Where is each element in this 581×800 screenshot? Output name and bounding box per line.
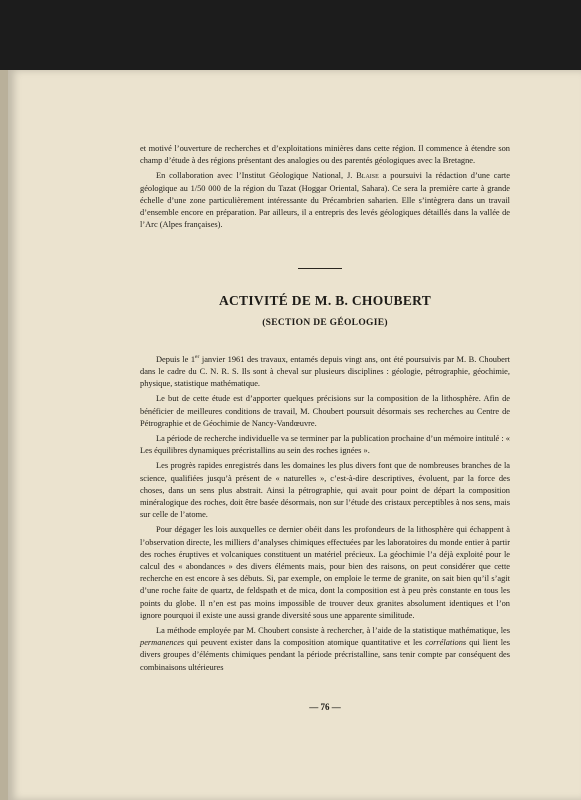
body-paragraph-3: La période de recherche individuelle va se terminer par la publication prochaine d’un mémoire intitulé : « Les équilibres dynamiques précristallins au sein des roches ignées ». [140, 434, 510, 456]
top-paragraph-1: et motivé l’ouverture de recherches et d’exploitations minières dans cette région. Il commence à étendre son champ d’étude à des régions présentant des analogies ou des parentés géologiques avec la Bretagne. [140, 144, 510, 166]
body-paragraph-6-part-c: qui lient les divers groupes d’éléments chimiques pendant la période précristalline, sans tenir compte par conséquent des combinaisons ultérieures [140, 638, 511, 672]
body-paragraph-6-part-b: qui peuvent exister dans la composition atomique quantitative et les [184, 638, 426, 648]
emphasis-permanences: permanences [140, 638, 185, 648]
body-text-block [140, 351, 510, 677]
scan-background [0, 0, 581, 75]
section-title: ACTIVITÉ DE M. B. CHOUBERT [218, 293, 432, 308]
body-paragraph-1-end: janvier 1961 des travaux, entamés depuis vingt ans, ont été poursuivis par M. B. Choubert dans le cadre du C. N. R. S. Ils sont à cheval sur plusieurs disciplines : géologie, pétrographie, géochimie, physique, statistique mathématique. [140, 354, 510, 389]
page-number: — 76 — [309, 702, 341, 712]
body-paragraph-2: Le but de cette étude est d’apporter quelques précisions sur la composition de la lithosphère. Afin de bénéficier de meilleures conditions de travail, M. Choubert poursuit désormais ses recherches au Centre de Pétrographie et de Géochimie de Nancy-Vandœuvre. [140, 394, 510, 428]
emphasis-correlations: corrélations [425, 638, 467, 648]
top-paragraph-2 [140, 170, 510, 231]
top-paragraph-2-end: a poursuivi la rédaction d’une carte géologique au 1/50 000 de la région du Tazat (Hoggar Oriental, Sahara). Ce sera la première carte à grande échelle d’une zone particulièrement intéressante du Précambrien saharien. Elle s’intègrera dans un travail d’ensemble encore en préparation. Par ailleurs, il a entrepris des levés géologiques détaillés dans la vallée de l’Arc (Alpes françaises). [140, 171, 510, 230]
page-binding-edge [0, 70, 8, 800]
body-paragraph-6 [140, 625, 510, 674]
top-text-block [140, 143, 510, 234]
ordinal-superscript: er [195, 354, 200, 360]
section-subtitle: (SECTION DE GÉOLOGIE) [262, 318, 388, 328]
body-paragraph-6-part-a: La méthode employée par M. Choubert consiste à rechercher, à l’aide de la statistique mathématique, les [156, 626, 510, 636]
body-paragraph-5: Pour dégager les lois auxquelles ce dernier obéit dans les profondeurs de la lithosphère qui échappent à l’observation directe, les milliers d’analyses chimiques effectuées par les laboratoires du monde entier à partir des roches éruptives et volcaniques constituent un matériel précieux. La géochimie l’a déjà exploité pour le calcul des « abondances » des divers éléments mais, pour bien des raisons, on peut considérer que cette recherche en est encore à ses débuts. Si, par exemple, on emploie le terme de granite, on sait bien qu’il s’agit d’une roche faite de quartz, de feldspath et de mica, dont la composition est à peu près constante en tous les points du globe. Il n’en est pas moins impossible de trouver deux granites absolument identiques et l’on ignore pourquoi il existe une aussi grande diversité sous une apparente similitude. [140, 525, 510, 620]
author-name: Blaise [356, 171, 379, 181]
body-paragraph-4: Les progrès rapides enregistrés dans les domaines les plus divers font que de nombreuses branches de la science, qualifiées jusqu’à présent de « naturelles », c’est-à-dire descriptives, évoluent, par la force des choses, dans un sens plus abstrait. Ainsi la pétrographie, qui avait pour point de départ la composition minéralogique des roches, doit être basée désormais, non sur l’étude des cristaux perceptibles à nos sens, mais sur celle de l’atome. [140, 461, 510, 520]
body-paragraph-1-start: Depuis le 1 [156, 354, 196, 364]
section-divider [298, 268, 342, 269]
top-paragraph-2-start: En collaboration avec l’Institut Géologique National, J. [156, 171, 357, 181]
body-paragraph-1 [140, 351, 510, 390]
